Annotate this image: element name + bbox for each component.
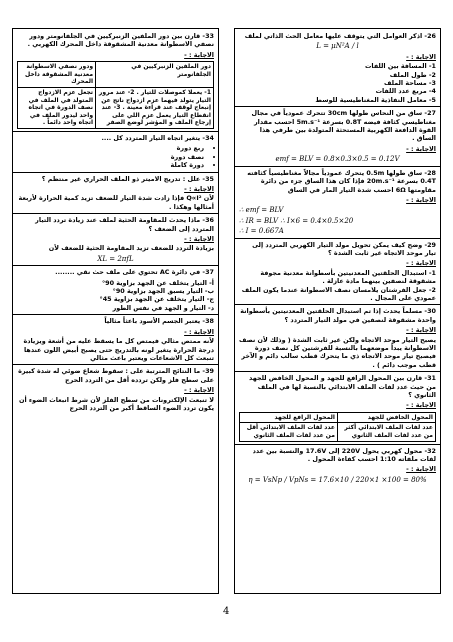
question-35: 35- علل : تدريج الاميتر ذو الملف الحراري غير منتظم ؟: [41, 174, 214, 183]
q38-answer: لأنه ممتص مثالي فيمتص كل ما يسقط عليه من أشعة ويزيادة درجة الحرارة يتغير لونه بالتدريج حتى يصبح أبيض اللون عندها تنبعث كل الاشعاعات ويعتبر باعث مثالي: [23, 337, 214, 362]
question-33: 33- قارن بين دور الملفين الزنبركيين في الجلفانومتر ودور نصفي الاسطوانة معدنية المشقوقة داخل المحرك الكهربي .: [27, 32, 214, 49]
q38-answer-label: الاجابة : -: [184, 327, 214, 336]
q28-equation-1: ∴ emf = BLV: [239, 206, 284, 215]
q30-answer: يصبح التيار موحد الاتجاه ولكن غير ثابت الشدة ( وذلك لأن نصف الاسطوانة يبدأ موضعهما بالنسبة للفرشتين كل نصف دورة فيصبح تيار موحد الاتجاه ذي ما يتحرك قطب سالب دائم و الآخر قطب موجب دائم ) .: [238, 335, 436, 369]
q28-equation-2: ∴ IR = BLV ∴ I×6 = 0.4×0.5×20: [239, 216, 354, 225]
q26-option: 4- مربع عدد اللفات: [375, 87, 436, 96]
q31-header-step-up: المحول الرافع للجهد: [240, 412, 338, 423]
q29-answer-label: الاجابة : -: [406, 259, 436, 268]
question-37: 37- في دائرة AC تحتوي على ملف حث نقي ........: [55, 268, 214, 277]
q33-header-galvanometer: دور الملفين الزنبركيين في الجلفانومتر: [96, 62, 214, 88]
q34-option: • ربع دورة: [17, 144, 204, 152]
q32-equation: η = VsNp / VpNs = 17.6×10 / 220×1 ×100 = 80%: [248, 475, 427, 484]
q37-option: ب- التيار يسبق الجهد بزاوية 90°: [112, 287, 214, 296]
q33-cell-motor: تجعل عزم الازدواج المتولد في الملف في نصف الدورة في اتجاه واحد ليدور الملف في اتجاه واحد دائماً .: [18, 88, 96, 129]
left-column: [12, 28, 219, 594]
q30-answer-label: الاجابة : -: [406, 326, 436, 335]
q26-equation: L = μN²A / l: [316, 42, 359, 51]
q27-answer-label: الاجابة : -: [406, 144, 436, 153]
question-39: 39- ما النتائج المترتبة على : سقوط شعاع ضوئي له شدة كبيرة على سطح فلز ولكن تردده أقل من التردد الحرج: [18, 367, 214, 384]
q33-answer-label: الاجابة : -: [184, 50, 214, 59]
question-32: 32- محول كهربي يحول 220V إلى 17.6V والنسبة بين عدد لفات ملفاته 1:10 احسب كفاءة المحول .: [252, 446, 436, 464]
divider: [235, 444, 440, 445]
q32-answer-label: الاجابة : -: [406, 465, 436, 474]
q31-cell-step-up: عدد لفات الملف الابتدائي أقل من عدد لفات الملف الثانوي: [240, 423, 338, 441]
question-30: 30- مسلماً يحدث إذا تم استبدال الحلقتين المعدنيتين بأسطوانة واحدة مشقوقة لنصفين في مولد التيار المتردد ؟: [240, 307, 436, 324]
divider: [13, 265, 218, 266]
q35-answer-label: الاجابة : -: [184, 185, 214, 193]
question-38: 38- يعتبر الجسم الأسود باعثاً مثالياً: [104, 317, 214, 326]
q26-option: 5- معامل النفاذية المغناطيسية للوسط: [315, 95, 436, 104]
divider: [13, 314, 218, 315]
q35-answer: لأن Q∝I² فإذا زادت شدة التيار للضعف تزيد كمية الحرارة لأربعة أمثالها وهكذا .: [18, 194, 214, 211]
q36-equation: XL = 2πfL: [97, 254, 134, 263]
q39-answer: لا تنبعث الإلكترونات من سطح الفلز لأن شرط انبعاث الضوء أن يكون تردد الضوء الساقط أكبر من التردد الحرج: [19, 395, 214, 412]
divider: [235, 166, 440, 167]
q34-options: [17, 144, 214, 169]
divider: [13, 172, 218, 173]
q33-comparison-table: [17, 61, 214, 129]
q36-answer-label: الاجابة : -: [184, 235, 214, 244]
divider: [235, 238, 440, 239]
q26-option: 1- المسافة بين اللفات: [365, 62, 436, 71]
q33-header-motor: ودور نصفي الاسطوانة معدنية المشقوقة داخل المحرك: [18, 62, 96, 88]
q33-cell-galvanometer: 1- يعملا كموصلات للتيار . 2- عند مرور التيار يتولد فيهما عزم ازدواج ناتج عن إنبعاج لوقف عند قراءة معينة . 3- عند انقطاع التيار يعمل عزم اللي على إرجاع الملف و المؤشر لوضع الصفر: [96, 88, 214, 129]
q36-answer: بزيادة التردد للضعف تزيد المقاومة الحثية للضعف لأن: [48, 244, 214, 253]
q31-cell-step-down: عدد لفات الملف الابتدائي أكثر من عدد لفات الملف الثانوي: [337, 423, 435, 441]
q37-option: أ- التيار يتخلف عن الجهد بزاوية 90°: [101, 278, 214, 287]
q26-option: 2- طول الملف: [389, 70, 436, 79]
q31-comparison-table: [239, 412, 436, 442]
question-31: 31- قارن بين المحول الرافع للجهد و المحول الخافض للجهد من حيث عدد لفات الملف الابتدائي بالنسبة لها في الملف الثانوي ؟: [249, 374, 436, 400]
q28-equation-3: ∴ I = 0.667A: [239, 227, 284, 236]
q26-answer-label: الاجابة : -: [406, 52, 436, 61]
divider: [13, 213, 218, 214]
divider: [13, 131, 218, 132]
q34-option: • دورة كاملة: [17, 161, 204, 169]
question-29: 29- وضح كيف يمكن تحويل مولد التيار الكهربي المتردد إلى تيار موحد الاتجاه غير ثابت الشدة ؟: [252, 240, 436, 257]
q29-answer-item: 1- استبدال الحلقتين المعدنيتين بأسطوانة معدنية مجوفة مشقوقة لنصفين بينهما مادة عازلة .: [260, 268, 436, 286]
question-26: 26- اذكر العوامل التي يتوقف عليها معامل الحث الذاتي لملف: [244, 32, 436, 40]
q39-answer-label: الاجابة : -: [184, 386, 214, 395]
question-27: 27- ساق من النحاس طولها 30cm تتحرك عمودياً في مجال مغناطيسي كثافة فيضه 0.8T بسرعة 5m.s⁻¹ احسب مقدار القوة الدافعة الكهربية المستحثة المتولدة بين طرفي هذا الساق .: [251, 109, 436, 143]
q28-answer-label: الاجابة : -: [406, 195, 436, 204]
right-column: [234, 28, 441, 594]
question-34: 34- يتغير اتجاه التيار المتردد كل ....: [101, 133, 214, 142]
q31-header-step-down: المحول الخافض للجهد: [337, 412, 435, 423]
q26-option: 3- مساحة الملف: [384, 79, 436, 88]
divider: [235, 371, 440, 372]
q27-equation: emf = BLV = 0.8×0.3×0.5 = 0.12V: [275, 155, 400, 164]
page-number: 4: [223, 606, 230, 617]
divider: [235, 304, 440, 305]
question-28: 28- ساق طولها 0.5m يتحرك عمودياً مجالاً مغناطيسياً كثافته 0.4T بسرعة 20m.s⁻¹ فإذا كان هذا الساق جزء من دائرة مقاومتها 6Ω احسب شدة التيار المار في الساق: [247, 168, 436, 194]
divider: [13, 364, 218, 365]
question-36: 36- ماذا يحدث للمقاومة الحثية لملف عند زيادة تردد التيار المتردد إلى الضعف ؟: [35, 216, 214, 233]
q34-option: • نصف دورة: [17, 153, 204, 161]
q37-option: ج- التيار يتخلف عن الجهد بزاوية 45°: [99, 295, 214, 304]
q31-answer-label: الاجابة : -: [406, 401, 436, 410]
divider: [235, 106, 440, 107]
q29-answer-item: 2- جعل الفرشتان يلامسان نصف الاسطوانة عندما يكون الملف عمودي على المجال .: [241, 285, 436, 302]
q37-option: د- التيار و الجهد في نفس الطور: [112, 303, 214, 312]
